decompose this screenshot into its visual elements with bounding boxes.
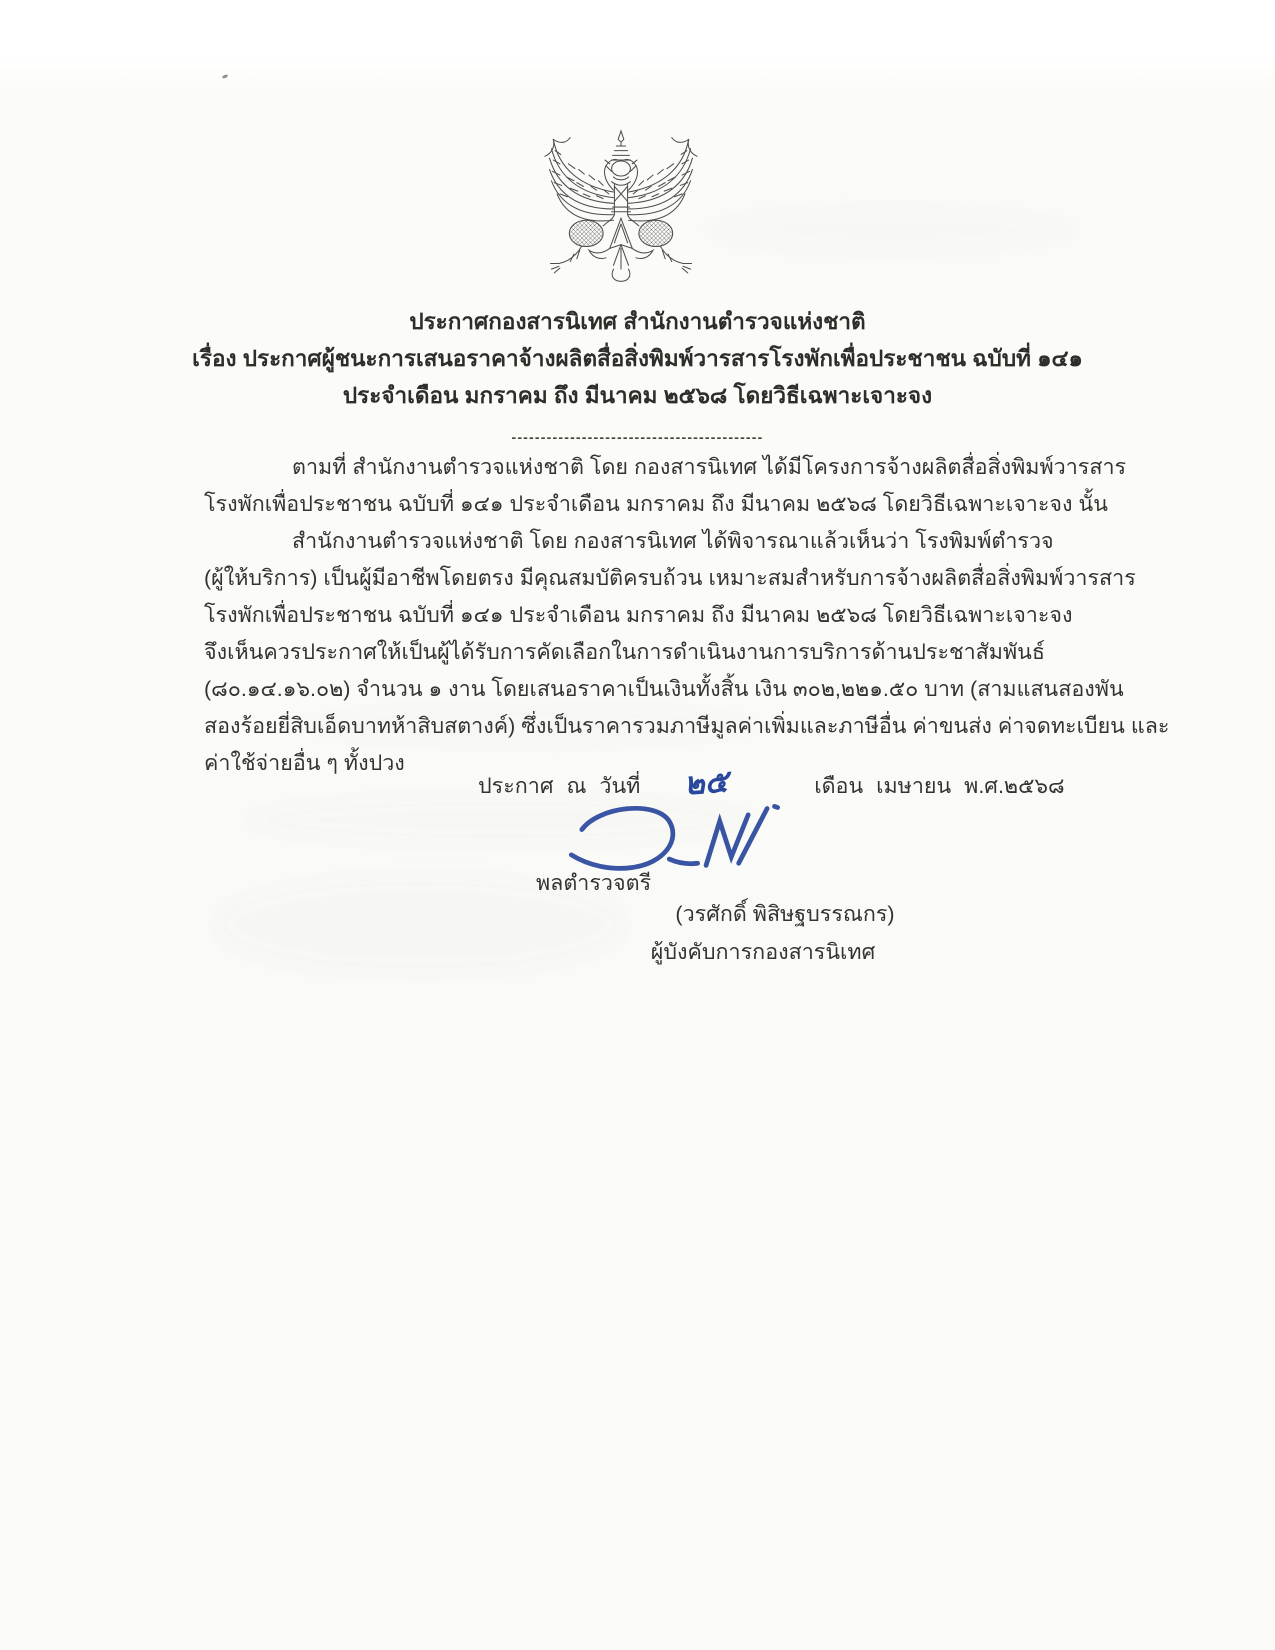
dashed-separator: ------------------------------------------- [511,429,764,445]
announcement-body [204,449,1170,782]
body-line: โรงพักเพื่อประชาชน ฉบับที่ ๑๔๑ ประจำเดือน มกราคม ถึง มีนาคม ๒๕๖๘ โดยวิธีเฉพาะเจาะจง [204,603,1073,627]
signer-rank: พลตำรวจตรี [536,871,652,895]
scan-speck [222,74,229,79]
body-line: (ผู้ให้บริการ) เป็นผู้มีอาชีพโดยตรง มีคุณสมบัติครบถ้วน เหมาะสมสำหรับการจ้างผลิตสื่อสิ่งพิมพ์วารสาร [204,566,1136,590]
body-line: (๘๐.๑๔.๑๖.๐๒) จำนวน ๑ งาน โดยเสนอราคาเป็นเงินทั้งสิ้น เงิน ๓๐๒,๒๒๑.๕๐ บาท (สามแสนสองพัน [204,677,1124,701]
body-line: สำนักงานตำรวจแห่งชาติ โดย กองสารนิเทศ ได้พิจารณาแล้วเห็นว่า โรงพิมพ์ตำรวจ [292,529,1054,553]
garuda-emblem-icon [527,126,715,290]
scan-smudge [700,200,1080,260]
body-line: ตามที่ สำนักงานตำรวจแห่งชาติ โดย กองสารนิเทศ ได้มีโครงการจ้างผลิตสื่อสิ่งพิมพ์วารสาร [292,455,1127,479]
date-suffix: เดือน เมษายน พ.ศ.๒๕๖๘ [814,774,1065,798]
signer-position: ผู้บังคับการกองสารนิเทศ [650,940,876,964]
title-line-2: เรื่อง ประกาศผู้ชนะการเสนอราคาจ้างผลิตสื่อสิ่งพิมพ์วารสารโรงพักเพื่อประชาชน ฉบับที่ ๑๔๑ [192,346,1083,371]
title-line-3: ประจำเดือน มกราคม ถึง มีนาคม ๒๕๖๘ โดยวิธีเฉพาะเจาะจง [342,383,933,408]
body-line: ค่าใช้จ่ายอื่น ๆ ทั้งปวง [204,751,405,775]
handwritten-day-number: ๒๕ [683,763,730,803]
signer-name: (วรศักดิ์ พิสิษฐบรรณกร) [675,902,895,926]
body-line: สองร้อยยี่สิบเอ็ดบาทห้าสิบสตางค์) ซึ่งเป็นราคารวมภาษีมูลค่าเพิ่มและภาษีอื่น ค่าขนส่ง ค่าจดทะเบียน และ [204,714,1170,738]
body-line: โรงพักเพื่อประชาชน ฉบับที่ ๑๔๑ ประจำเดือน มกราคม ถึง มีนาคม ๒๕๖๘ โดยวิธีเฉพาะเจาะจง นั้น [204,492,1108,516]
body-line: จึงเห็นควรประกาศให้เป็นผู้ได้รับการคัดเลือกในการดำเนินงานการบริการด้านประชาสัมพันธ์ [204,640,1045,664]
title-line-1: ประกาศกองสารนิเทศ สำนักงานตำรวจแห่งชาติ [409,309,866,334]
date-prefix: ประกาศ ณ วันที่ [478,774,641,798]
announcement-title [0,303,1275,414]
